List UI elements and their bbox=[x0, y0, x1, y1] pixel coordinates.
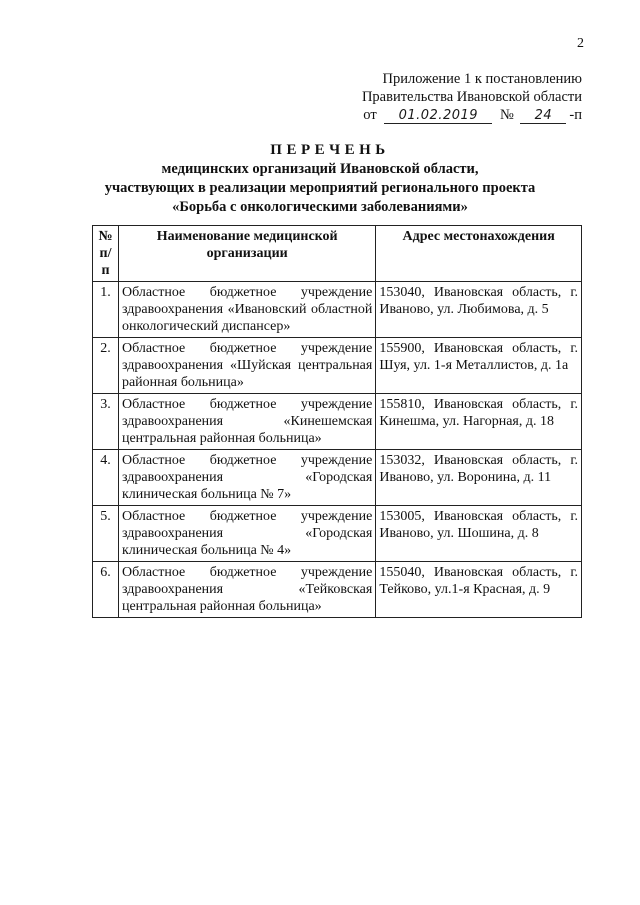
organizations-table bbox=[92, 225, 582, 618]
title-line-3: «Борьба с онкологическими заболеваниями» bbox=[172, 199, 468, 215]
document-title-block bbox=[60, 140, 580, 217]
organization-address: 155810, Ивановская область, г. Кинешма, ул. Нагорная, д. 18 bbox=[376, 394, 582, 450]
page-number: 2 bbox=[577, 36, 584, 51]
row-number: 6. bbox=[93, 562, 119, 618]
organization-name: Областное бюджетное учреждение здравоохранения «Тейковская центральная районная больница» bbox=[118, 562, 375, 618]
title-line-2: участвующих в реализации мероприятий регионального проекта bbox=[104, 180, 536, 196]
table-row bbox=[93, 562, 582, 618]
table-row bbox=[93, 394, 582, 450]
organization-name: Областное бюджетное учреждение здравоохранения «Ивановский областной онкологический диспансер» bbox=[118, 282, 375, 338]
row-number: 4. bbox=[93, 450, 119, 506]
table-row bbox=[93, 338, 582, 394]
organization-address: 153005, Ивановская область, г. Иваново, ул. Шошина, д. 8 bbox=[376, 506, 582, 562]
row-number: 2. bbox=[93, 338, 119, 394]
number-suffix: -п bbox=[569, 107, 582, 123]
header-organization-name: Наименование медицинской организации bbox=[118, 226, 375, 282]
row-number: 3. bbox=[93, 394, 119, 450]
row-number: 5. bbox=[93, 506, 119, 562]
organization-address: 153040, Ивановская область, г. Иваново, ул. Любимова, д. 5 bbox=[376, 282, 582, 338]
organization-name: Областное бюджетное учреждение здравоохранения «Кинешемская центральная районная больница» bbox=[118, 394, 375, 450]
organization-address: 153032, Ивановская область, г. Иваново, ул. Воронина, д. 11 bbox=[376, 450, 582, 506]
table-header-row bbox=[93, 226, 582, 282]
appendix-line-1: Приложение 1 к постановлению bbox=[382, 71, 582, 87]
organization-name: Областное бюджетное учреждение здравоохранения «Шуйская центральная районная больница» bbox=[118, 338, 375, 394]
organization-address: 155040, Ивановская область, г. Тейково, ул.1-я Красная, д. 9 bbox=[376, 562, 582, 618]
organization-name: Областное бюджетное учреждение здравоохранения «Городская клиническая больница № 7» bbox=[118, 450, 375, 506]
header-address: Адрес местонахождения bbox=[376, 226, 582, 282]
document-heading: ПЕРЕЧЕНЬ bbox=[270, 142, 390, 158]
date-prefix: от bbox=[363, 107, 377, 123]
title-line-1: медицинских организаций Ивановской области, bbox=[161, 161, 479, 177]
header-number: № п/п bbox=[93, 226, 119, 282]
organization-address: 155900, Ивановская область, г. Шуя, ул. 1-я Металлистов, д. 1а bbox=[376, 338, 582, 394]
table-row bbox=[93, 506, 582, 562]
organization-name: Областное бюджетное учреждение здравоохранения «Городская клиническая больница № 4» bbox=[118, 506, 375, 562]
table-row bbox=[93, 450, 582, 506]
appendix-line-2: Правительства Ивановской области bbox=[361, 89, 582, 105]
row-number: 1. bbox=[93, 282, 119, 338]
handwritten-number: 24 bbox=[520, 108, 566, 124]
table-row bbox=[93, 282, 582, 338]
handwritten-date: 01.02.2019 bbox=[384, 108, 492, 124]
appendix-reference-line bbox=[362, 106, 582, 124]
number-prefix: № bbox=[499, 107, 514, 123]
appendix-block bbox=[362, 70, 582, 124]
